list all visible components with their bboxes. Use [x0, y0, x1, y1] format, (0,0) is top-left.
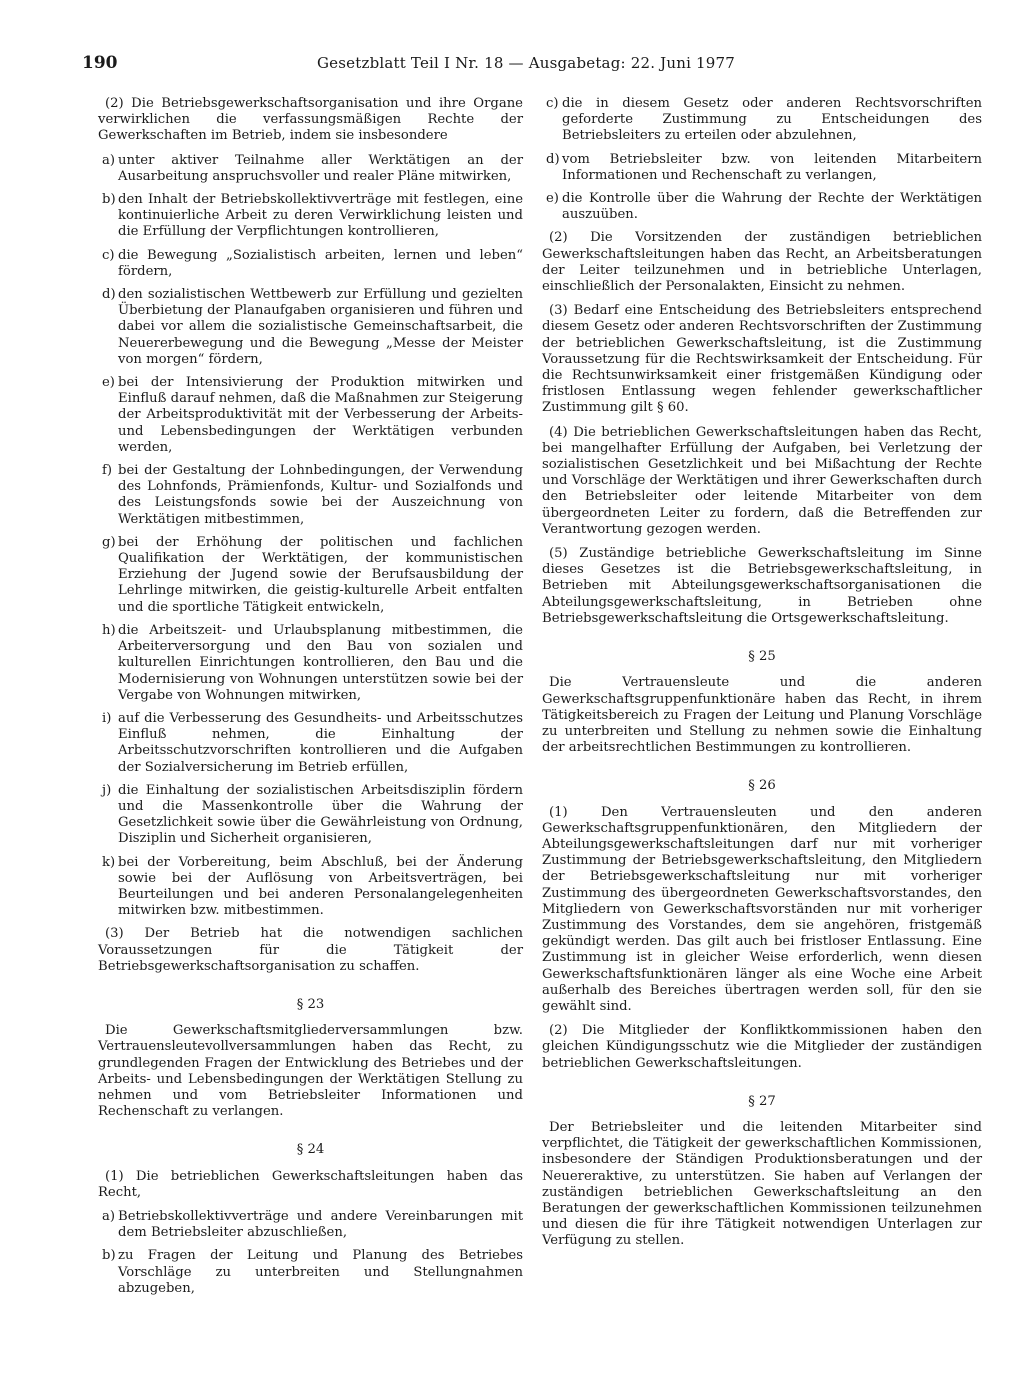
list-item: [98, 535, 523, 616]
item-text: den sozialistischen Wettbewerb zur Erfüllung und gezielten Überbietung der Planaufgaben organisieren und führen und dabei vor allem die sozialistische Gemeinschaftsarbeit, die Neuererbewegung und die Bewegung „Messe der Meister von morgen“ fördern,: [118, 287, 523, 367]
gazette-title: Gesetzblatt Teil I Nr. 18 — Ausgabetag: 22. Juni 1977: [317, 54, 736, 72]
item-text: bei der Gestaltung der Lohnbedingungen, der Verwendung des Lohnfonds, Prämienfonds, Kultur- und Sozialfonds und des Leistungsfonds sowie bei der Auszeichnung von Werktätigen mitbestimmen,: [118, 463, 523, 527]
list-item: [98, 287, 523, 368]
s24-para-5: (5) Zuständige betriebliche Gewerkschaftsleitung im Sinne dieses Gesetzes ist die Betriebsgewerkschaftsleitung, in Betrieben mit Abteilungsgewerkschaftsorganisationen die Abteilungsgewerkschaftsleitung, in Betrieben ohne Betriebsgewerkschaftsleitung die Ortsgewerkschaftsleitung.: [542, 546, 982, 626]
item-text: zu Fragen der Leitung und Planung des Betriebes Vorschläge zu unterbreiten und Stellungnahmen abzugeben,: [118, 1248, 523, 1296]
s24-para-3: (3) Bedarf eine Entscheidung des Betriebsleiters entsprechend diesem Gesetz oder anderen Rechtsvorschriften der Zustimmung der betrieblichen Gewerkschaftsleitung, ist die Zustimmung Voraussetzung für die Rechtswirksamkeit der Entscheidung. Für die Rechtsunwirksamkeit einer fristgemäßen Kündigung oder fristlosen Entlassung wegen fehlender gewerkschaftlicher Zustimmung gilt § 60.: [542, 303, 982, 416]
section-heading-25: § 25: [748, 649, 776, 665]
item-text: vom Betriebsleiter bzw. von leitenden Mitarbeitern Informationen und Rechenschaft zu verlangen,: [562, 151, 982, 183]
item-label: j): [102, 782, 112, 798]
list-item: [98, 623, 523, 704]
list-item: [98, 192, 523, 241]
item-text: die Arbeitszeit- und Urlaubsplanung mitbestimmen, die Arbeiterversorgung und den Bau von sozialen und kulturellen Einrichtungen kontrollieren, den Bau und die Modernisierung von Wohnungen unterstützen sowie bei der Vergabe von Wohnungen mitwirken,: [118, 622, 523, 703]
item-text: bei der Intensivierung der Produktion mitwirken und Einfluß darauf nehmen, daß die Maßnahmen zur Steigerung der Arbeitsproduktivität mit der Verbesserung der Arbeits- und Lebensbedingungen der Werktätigen verbunden werden,: [118, 375, 523, 455]
s24-para-2: (2) Die Vorsitzenden der zuständigen betrieblichen Gewerkschaftsleitungen haben das Recht, an Arbeitsberatungen der Leiter teilzunehmen und in betriebliche Unterlagen, einschließlich der Personalakten, Einsicht zu nehmen.: [542, 230, 982, 295]
s26-para-2: (2) Die Mitglieder der Konfliktkommissionen haben den gleichen Kündigungsschutz wie die Mitglieder der zuständigen betrieblichen Gewerkschaftsleitungen.: [542, 1023, 982, 1071]
item-label: f): [102, 463, 113, 479]
list-item: [98, 711, 523, 776]
s22-para-3: (3) Der Betrieb hat die notwendigen sachlichen Voraussetzungen für die Tätigkeit der Betriebsgewerkschaftsorganisation zu schaffen.: [98, 926, 523, 974]
item-label: d): [102, 287, 116, 303]
item-label: i): [102, 710, 112, 726]
s25-text: Die Vertrauensleute und die anderen Gewerkschaftsgruppenfunktionäre haben das Recht, in ihrem Tätigkeitsbereich zu Fragen der Leitung und Planung Vorschläge zu unterbreiten und Stellung zu nehmen sowie die Einhaltung der arbeitsrechtlichen Bestimmungen zu kontrollieren.: [542, 675, 982, 756]
section-heading-23: § 23: [296, 996, 325, 1012]
item-label: c): [102, 247, 115, 263]
list-item: [98, 1248, 523, 1297]
list-item: [542, 152, 982, 184]
item-text: den Inhalt der Betriebskollektivverträge mit festlegen, eine kontinuierliche Arbeit zu deren Verwirklichung leisten und die Erfüllung der Verpflichtungen kontrollieren,: [118, 192, 523, 240]
s24-para-4: (4) Die betrieblichen Gewerkschaftsleitungen haben das Recht, bei mangelhafter Erfüllung der Aufgaben, bei Verletzung der sozialistischen Gesetzlichkeit und bei Mißachtung der Rechte und Vorschläge der Werktätigen und ihrer Gewerkschaften durch den Betriebsleiter oder leitende Mitarbeiter von dem übergeordneten Leiter zu fordern, daß die Betreffenden zur Verantwortung gezogen werden.: [542, 424, 982, 537]
page-number: 190: [82, 53, 118, 73]
page-header: [82, 53, 982, 77]
item-text: auf die Verbesserung des Gesundheits- und Arbeitsschutzes Einfluß nehmen, die Einhaltung der Arbeitsschutzvorschriften kontrollieren und die Aufgaben der Sozialversicherung im Betrieb erfüllen,: [118, 710, 523, 775]
item-text: unter aktiver Teilnahme aller Werktätigen an der Ausarbeitung anspruchsvoller und realer Pläne mitwirken,: [118, 152, 523, 184]
item-label: g): [102, 534, 116, 550]
item-text: die Kontrolle über die Wahrung der Rechte der Werktätigen auszuüben.: [562, 191, 982, 223]
section-heading-27: § 27: [748, 1093, 776, 1109]
list-item: [98, 1209, 523, 1241]
item-label: e): [102, 375, 115, 391]
s23-text: Die Gewerkschaftsmitgliederversammlungen bzw. Vertrauensleutevollversammlungen haben das Recht, zu grundlegenden Fragen der Entwicklung des Betriebes und der Arbeits- und Lebensbedingungen der Werktätigen Stellung zu nehmen und vom Betriebsleiter Informationen und Rechenschaft zu verlangen.: [98, 1023, 523, 1120]
list-item: [98, 375, 523, 456]
item-text: die Bewegung „Sozialistisch arbeiten, lernen und leben“ fördern,: [118, 247, 523, 279]
s22-para-2-intro: (2) Die Betriebsgewerkschaftsorganisation und ihre Organe verwirklichen die verfassungsmäßigen Rechte der Gewerkschaften im Betrieb, indem sie insbesondere: [98, 96, 523, 144]
item-label: b): [102, 192, 116, 208]
s22-para-2-list: [98, 153, 523, 920]
list-item: [98, 248, 523, 280]
s24-para-1-list-continued: [542, 96, 982, 223]
item-label: c): [546, 96, 559, 111]
item-label: b): [102, 1248, 116, 1264]
list-item: [98, 855, 523, 920]
item-text: die in diesem Gesetz oder anderen Rechtsvorschriften geforderte Zustimmung zu Entscheidungen des Betriebsleiters zu erteilen oder abzulehnen,: [562, 96, 982, 144]
item-text: bei der Erhöhung der politischen und fachlichen Qualifikation der Werktätigen, der kommunistischen Erziehung der Jugend sowie der Berufsausbildung der Lehrlinge mitwirken, die geistig-kulturelle Arbeit entfalten und die sportliche Tätigkeit entwickeln,: [118, 534, 523, 615]
section-heading-26: § 26: [748, 778, 776, 794]
item-label: d): [546, 151, 560, 167]
list-item: [542, 191, 982, 223]
item-label: h): [102, 622, 116, 638]
list-item: [98, 153, 523, 185]
right-column: [542, 96, 982, 1258]
item-label: e): [546, 191, 559, 207]
s24-para-1-list: [98, 1209, 523, 1297]
section-heading-24: § 24: [296, 1142, 325, 1158]
item-text: Betriebskollektivverträge und andere Vereinbarungen mit dem Betriebsleiter abzuschließen,: [118, 1208, 523, 1241]
item-text: bei der Vorbereitung, beim Abschluß, bei der Änderung sowie bei der Auflösung von Arbeitsverträgen, bei Beurteilungen und bei anderen Personalangelegenheiten mitwirken bzw. mitbestimmen.: [118, 854, 523, 919]
s26-para-1: (1) Den Vertrauensleuten und den anderen Gewerkschaftsgruppenfunktionären, den Mitgliedern der Abteilungsgewerkschaftsleitungen darf nur mit vorheriger Zustimmung der Betriebsgewerkschaftsleitung, den Mitgliedern der Betriebsgewerkschaftsleitung nur mit vorheriger Zustimmung des übergeordneten Gewerkschaftsvorstandes, den Mitgliedern von Gewerkschaftsvorständen nur mit vorheriger Zustimmung des Vorstandes, dem sie angehören, fristgemäß gekündigt werden. Das gilt auch bei fristloser Entlassung. Eine Zustimmung ist in gleicher Weise erforderlich, wenn diesen Gewerkschaftsfunktionären länger als eine Woche eine Arbeit außerhalb des Bereiches übertragen werden soll, für den sie gewählt sind.: [542, 804, 982, 1014]
list-item: [98, 463, 523, 528]
list-item: [542, 96, 982, 145]
item-text: die Einhaltung der sozialistischen Arbeitsdisziplin fördern und die Massenkontrolle über die Wahrung der Gesetzlichkeit sowie über die Gewährleistung von Ordnung, Disziplin und Sicherheit organisieren,: [118, 782, 523, 847]
left-column: [98, 96, 523, 1304]
item-label: k): [102, 854, 116, 870]
item-label: a): [102, 1208, 116, 1224]
list-item: [98, 783, 523, 848]
item-label: a): [102, 152, 116, 168]
s27-text: Der Betriebsleiter und die leitenden Mitarbeiter sind verpflichtet, die Tätigkeit der gewerkschaftlichen Kommissionen, insbesondere der Ständigen Produktionsberatungen und der Neuereraktive, zu unterstützen. Sie haben auf Verlangen der zuständigen betrieblichen Gewerkschaftsleitung an den Beratungen der gewerkschaftlichen Kommissionen teilzunehmen und diesen die für ihre Tätigkeit notwendigen Unterlagen zur Verfügung zu stellen.: [542, 1119, 982, 1249]
s24-para-1-intro: (1) Die betrieblichen Gewerkschaftsleitungen haben das Recht,: [98, 1168, 523, 1200]
